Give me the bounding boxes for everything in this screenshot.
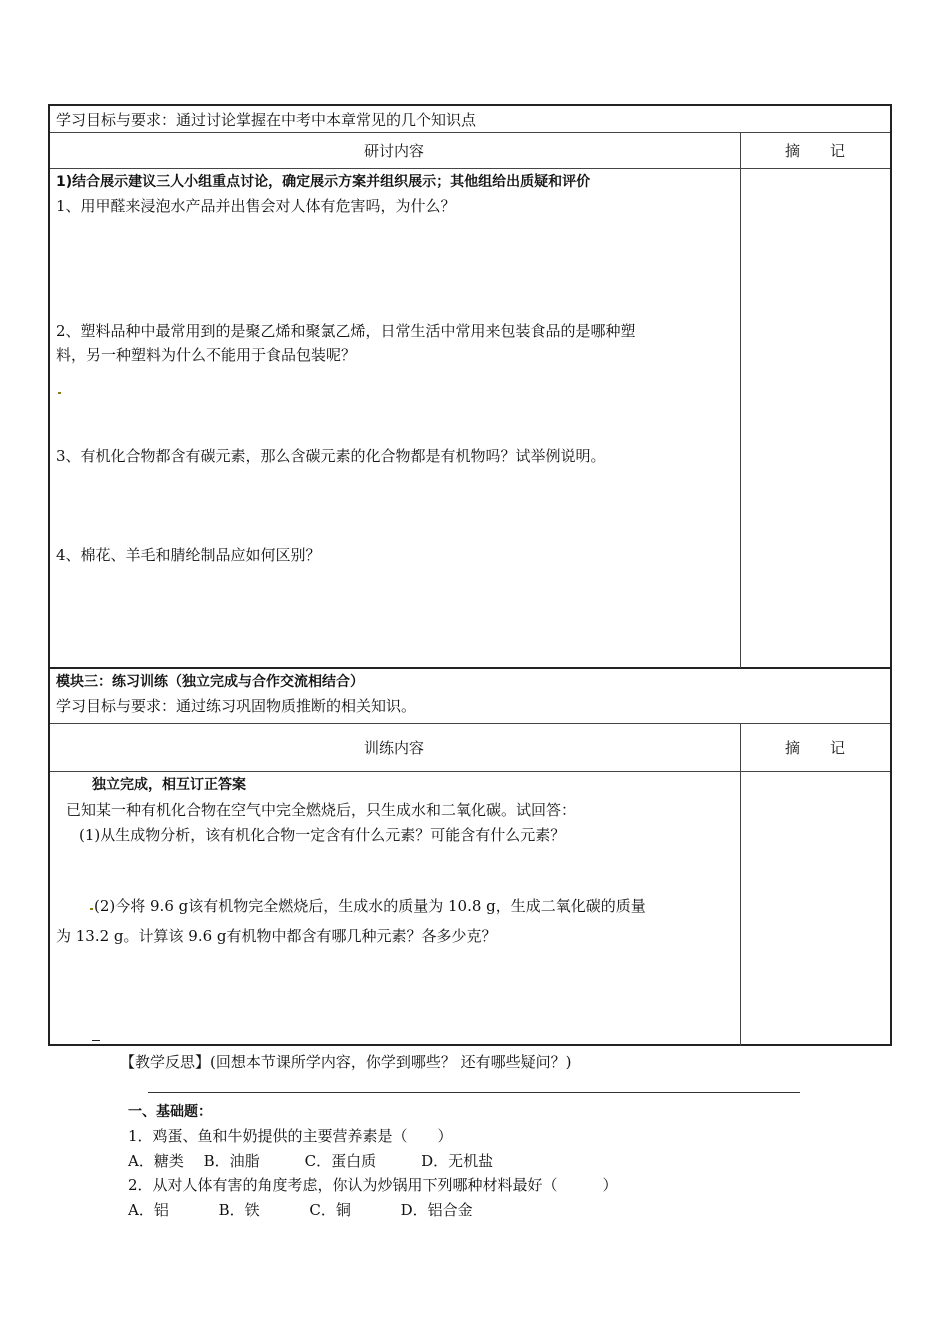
- question-1: 1、用甲醛来浸泡水产品并出售会对人体有危害吗，为什么？: [56, 197, 456, 215]
- problem-question-1: (1)从生成物分析，该有机化合物一定含有什么元素？可能含有什么元素？: [79, 826, 566, 844]
- reflection-underline: [148, 1092, 800, 1093]
- row-divider: [50, 723, 890, 724]
- question-4: 4、棉花、羊毛和腈纶制品应如何区别？: [56, 546, 321, 564]
- section3-instruction: 独立完成，相互订正答案: [92, 777, 246, 793]
- section3-title: 模块三：练习训练（独立完成与合作交流相结合）: [56, 674, 364, 690]
- training-column-header: 训练内容: [363, 739, 424, 757]
- basic-question-2: 2．从对人体有害的角度考虑，你认为炒锅用下列哪种材料最好（ ）: [128, 1176, 618, 1194]
- question-3: 3、有机化合物都含有碳元素，那么含碳元素的化合物都是有机物吗？试举例说明。: [56, 447, 606, 465]
- section-divider: [50, 667, 890, 669]
- notes-column-header: 摘 记: [784, 142, 845, 160]
- basic-question-2-options: A．铝 B．铁 C．铜 D．铝合金: [128, 1201, 473, 1219]
- column-divider: [740, 723, 741, 1046]
- question-2-line2: 料，另一种塑料为什么不能用于食品包装呢？: [56, 346, 357, 364]
- notes-column-header-2: 摘 记: [784, 739, 845, 757]
- column-divider: [740, 132, 741, 668]
- content-column-header: 研讨内容: [363, 142, 424, 160]
- row-divider: [50, 771, 890, 772]
- ink-mark: [90, 908, 93, 910]
- basic-question-1-options: A．糖类 B．油脂 C．蛋白质 D．无机盐: [128, 1152, 494, 1170]
- basics-heading: 一、基础题：: [128, 1104, 212, 1120]
- problem-question-2-line1: (2)今将 9.6 g该有机物完全燃烧后，生成水的质量为 10.8 g，生成二氧化碳的质量: [94, 897, 646, 915]
- ink-mark: [58, 392, 61, 394]
- basic-question-1: 1．鸡蛋、鱼和牛奶提供的主要营养素是（ ）: [128, 1127, 453, 1145]
- question-2-line1: 2、塑料品种中最常用到的是聚乙烯和聚氯乙烯，日常生活中常用来包装食品的是哪种塑: [56, 322, 636, 340]
- problem-question-2-line2: 为 13.2 g。计算该 9.6 g有机物中都含有哪几种元素？各多少克？: [56, 927, 497, 945]
- problem-statement: 已知某一种有机化合物在空气中完全燃烧后，只生成水和二氧化碳。试回答：: [66, 801, 577, 819]
- section3-goal: 学习目标与要求：通过练习巩固物质推断的相关知识。: [56, 697, 417, 715]
- section2-goal: 学习目标与要求：通过讨论掌握在中考中本章常见的几个知识点: [56, 111, 477, 129]
- dash-mark: [92, 1040, 100, 1041]
- section2-instruction: 1)结合展示建议三人小组重点讨论，确定展示方案并组织展示；其他组给出质疑和评价: [56, 174, 591, 190]
- row-divider: [50, 132, 890, 133]
- teaching-reflection: 【教学反思】(回想本节课所学内容，你学到哪些？ 还有哪些疑问？): [120, 1053, 572, 1071]
- row-divider: [50, 168, 890, 169]
